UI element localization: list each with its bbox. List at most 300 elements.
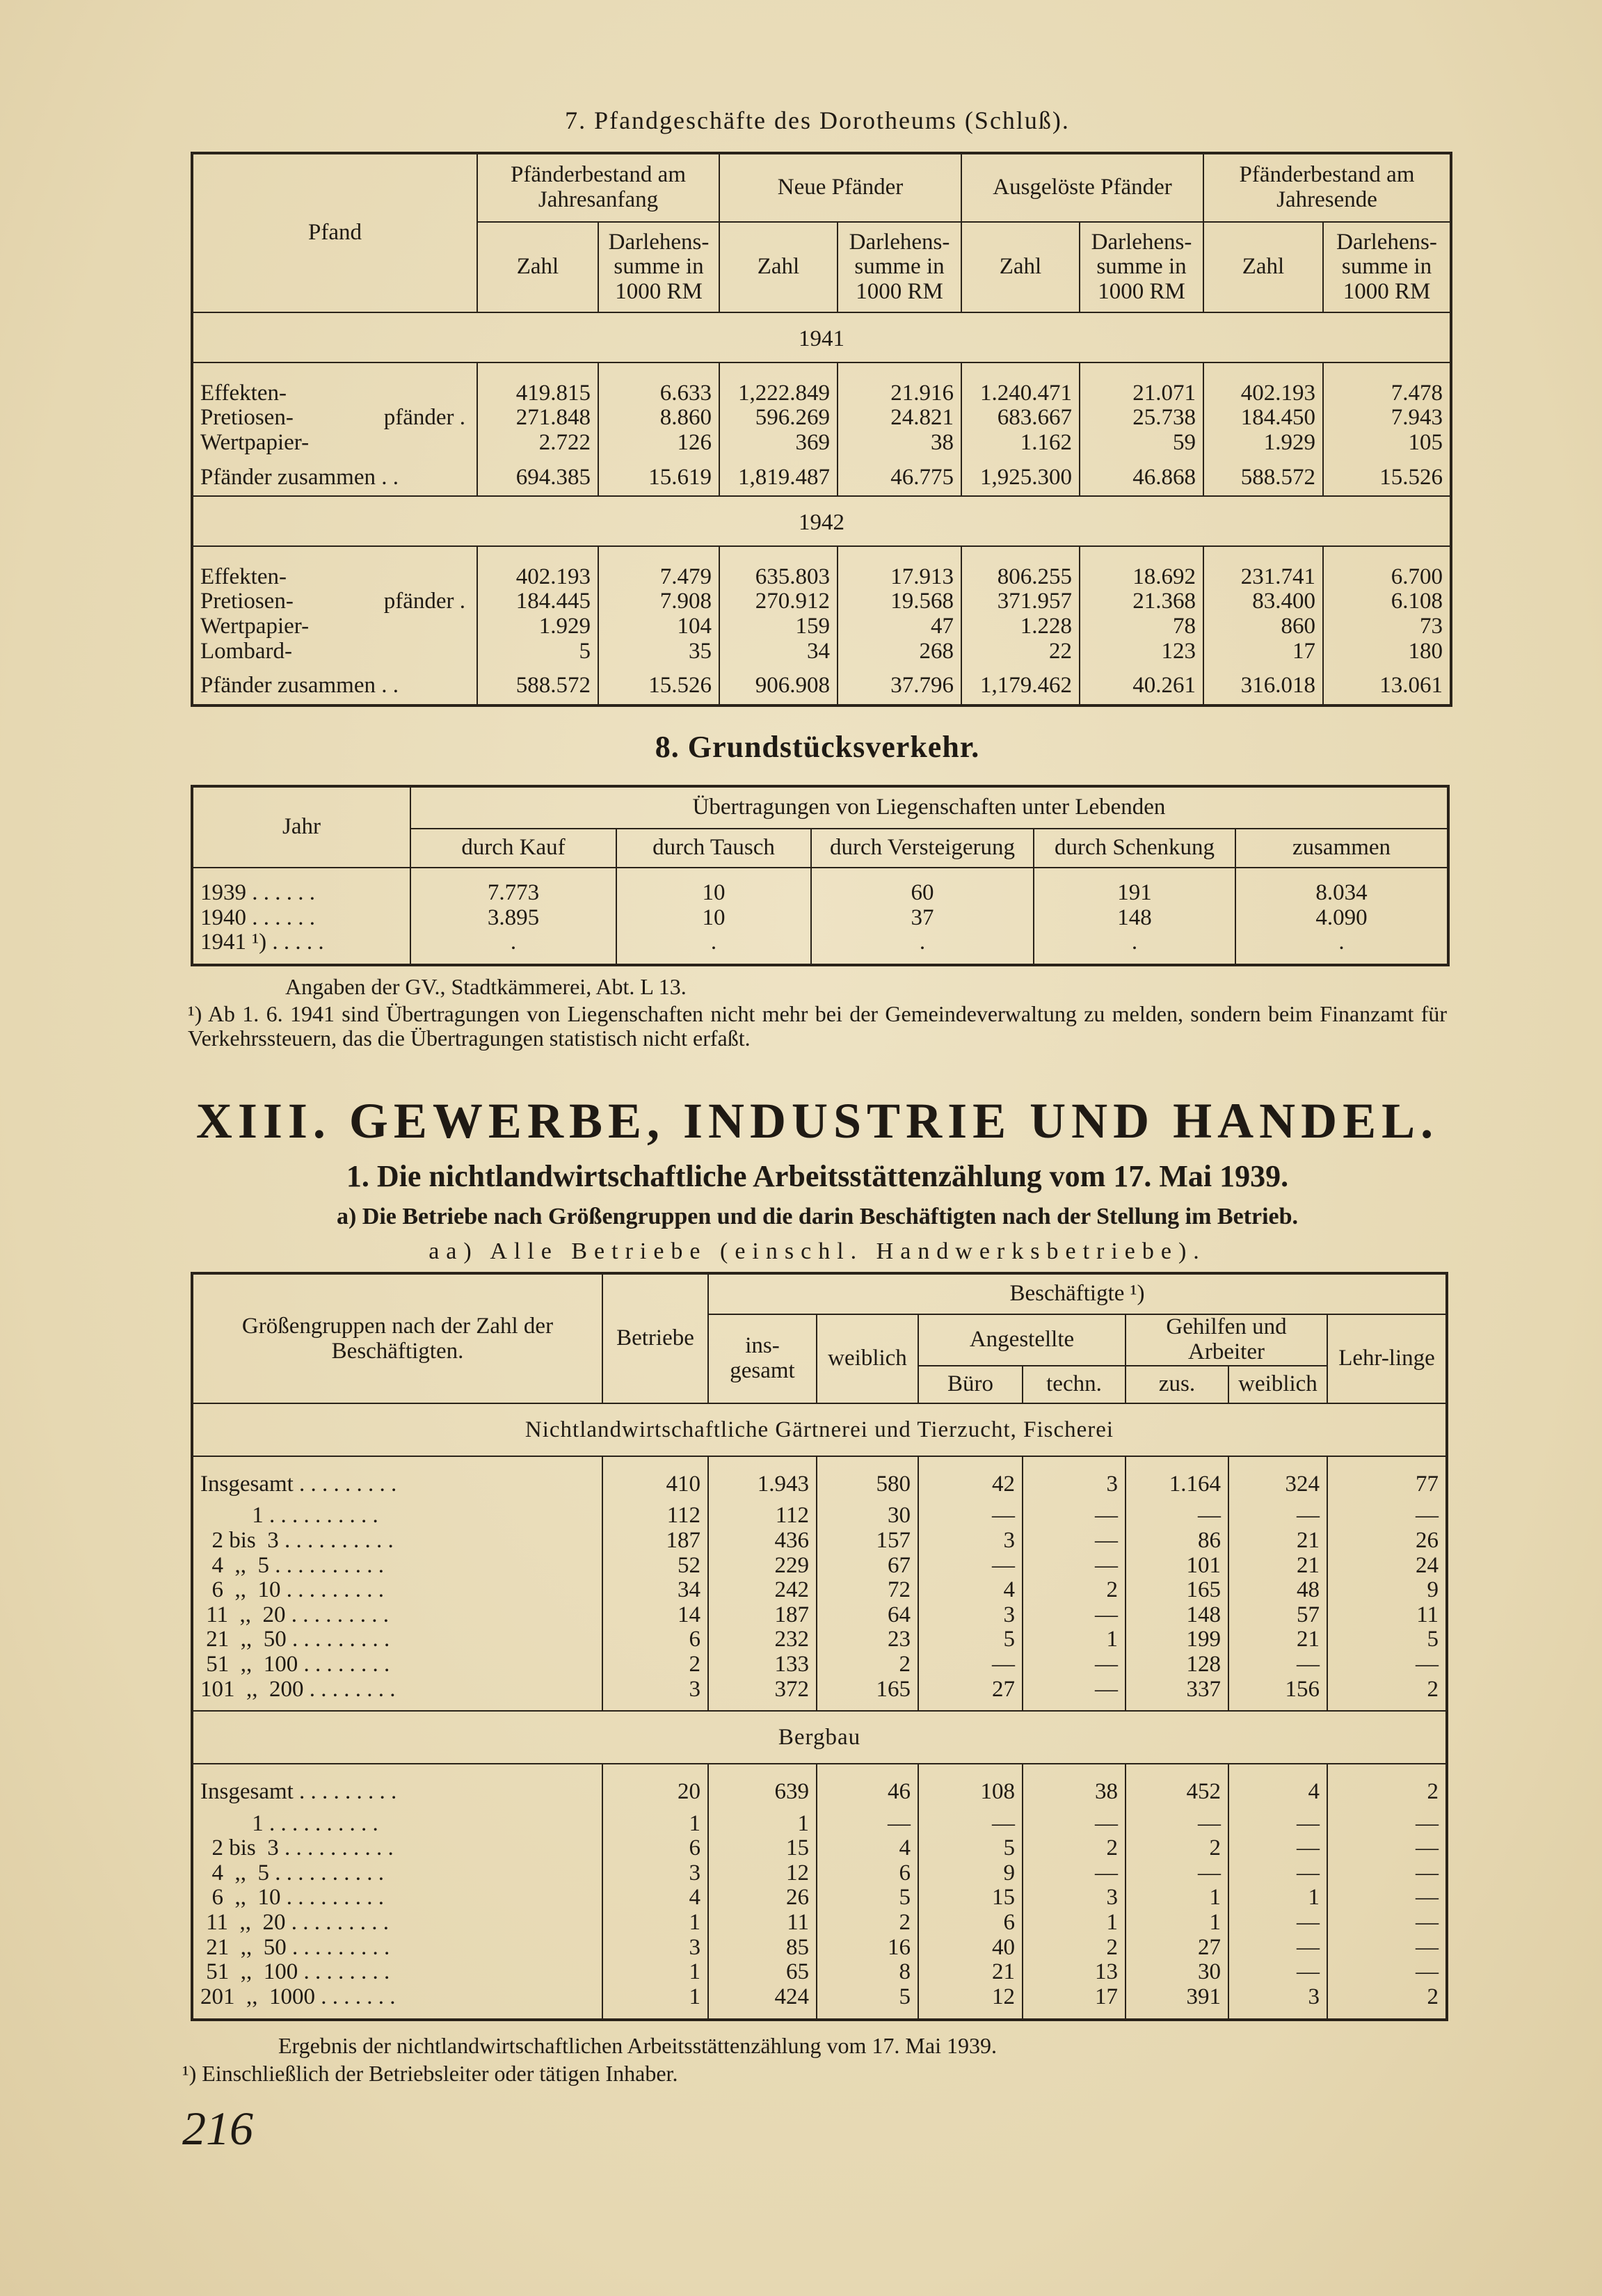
cell-value: 6 xyxy=(602,1836,708,1861)
total-value: 1,819.487 xyxy=(719,461,838,497)
cell-value: 1.240.471 xyxy=(961,362,1080,406)
cell-value: — xyxy=(817,1805,918,1837)
table2-footnote: ¹) Ab 1. 6. 1941 sind Übertragungen von Liegenschaften nicht mehr bei der Gemeindeverwaltung zu melden, sondern beim Finanzamt für Verkehrssteuern, das die Übertragungen statistisch nicht erfaßt. xyxy=(188,1001,1447,1051)
cell-value: 21.916 xyxy=(838,362,961,406)
cell-value: . xyxy=(1034,930,1235,964)
cell-value: — xyxy=(1327,1936,1445,1961)
cell-value: 2 xyxy=(1126,1836,1228,1861)
table-row xyxy=(193,1805,1445,1837)
table2-title: 8. Grundstücksverkehr. xyxy=(655,730,980,764)
cell-value: 5 xyxy=(1327,1627,1445,1652)
row-label-text: Pretiosen- xyxy=(200,405,294,431)
page-number: 216 xyxy=(182,2102,253,2155)
row-label: 51 ,, 100 . . . . . . . . xyxy=(200,1652,390,1677)
header-darlehen: Darlehens-summe in 1000 RM xyxy=(598,222,719,312)
cell-value: — xyxy=(1023,1554,1126,1579)
row-label: 1 . . . . . . . . . . xyxy=(200,1810,378,1836)
cell-value: 26 xyxy=(1327,1529,1445,1554)
row-label: 11 ,, 20 . . . . . . . . . xyxy=(200,1602,390,1627)
cell-value: 242 xyxy=(708,1578,817,1603)
cell-value: 6 xyxy=(817,1861,918,1886)
cell-value: 229 xyxy=(708,1554,817,1579)
cell-value: 402.193 xyxy=(477,546,598,590)
total-value: 588.572 xyxy=(477,669,598,704)
total-value: 639 xyxy=(708,1764,817,1805)
row-label: 11 ,, 20 . . . . . . . . . xyxy=(200,1910,390,1935)
row-label: 201 ,, 1000 . . . . . . . xyxy=(200,1984,396,2009)
cell-value: 148 xyxy=(1126,1603,1228,1628)
cell-value: 19.568 xyxy=(838,589,961,614)
total-value: 13.061 xyxy=(1323,669,1450,704)
cell-value: 683.667 xyxy=(961,406,1080,431)
cell-value: 1 xyxy=(602,1985,708,2018)
cell-value: 10 xyxy=(616,906,811,931)
total-value: 316.018 xyxy=(1203,669,1323,704)
header-uebertragungen: Übertragungen von Liegenschaften unter Lebenden xyxy=(410,788,1447,829)
cell-value: 1 xyxy=(1126,1886,1228,1911)
cell-value: 3 xyxy=(602,1861,708,1886)
cell-value: — xyxy=(1023,1861,1126,1886)
total-value: 2 xyxy=(1327,1764,1445,1805)
cell-value: 199 xyxy=(1126,1627,1228,1652)
cell-value: 8.860 xyxy=(598,406,719,431)
total-value: 20 xyxy=(602,1764,708,1805)
header-kauf: durch Kauf xyxy=(410,829,616,868)
header-versteigerung: durch Versteigerung xyxy=(811,829,1034,868)
cell-value: 37 xyxy=(811,906,1034,931)
cell-value: 10 xyxy=(616,868,811,906)
cell-value: 7.479 xyxy=(598,546,719,590)
cell-value: 15 xyxy=(708,1836,817,1861)
cell-value: — xyxy=(1327,1960,1445,1985)
cell-value: — xyxy=(1023,1677,1126,1712)
cell-value: 165 xyxy=(817,1677,918,1712)
row-label: 51 ,, 100 . . . . . . . . xyxy=(200,1959,390,1985)
cell-value: 1 xyxy=(1126,1911,1228,1936)
section-heading: Bergbau xyxy=(193,1711,1445,1764)
table-row xyxy=(193,406,1450,431)
cell-value: 635.803 xyxy=(719,546,838,590)
table-row xyxy=(193,1578,1445,1603)
table-row xyxy=(193,1911,1445,1936)
table1-title: 7. Pfandgeschäfte des Dorotheums (Schluß). xyxy=(565,106,1070,134)
cell-value: 86 xyxy=(1126,1529,1228,1554)
total-value: 46 xyxy=(817,1764,918,1805)
row-label: 1 . . . . . . . . . . xyxy=(200,1503,378,1529)
cell-value: 17.913 xyxy=(838,546,961,590)
year-heading: 1942 xyxy=(193,496,1450,546)
cell-value: 21 xyxy=(1228,1627,1327,1652)
section-sub-a: a) Die Betriebe nach Größengruppen und die darin Beschäftigten nach der Stellung im Betrieb. xyxy=(336,1204,1299,1229)
section-subtitle: 1. Die nichtlandwirtschaftliche Arbeitsstättenzählung vom 17. Mai 1939. xyxy=(346,1159,1289,1193)
cell-value: 40 xyxy=(918,1936,1023,1961)
cell-value: 402.193 xyxy=(1203,362,1323,406)
header-zahl: Zahl xyxy=(961,222,1080,312)
table-pfandgeschaefte xyxy=(193,154,1450,704)
cell-value: 8 xyxy=(817,1960,918,1985)
cell-value: 38 xyxy=(838,431,961,461)
header-zus: zus. xyxy=(1126,1366,1228,1403)
cell-value: 4 xyxy=(602,1886,708,1911)
cell-value: — xyxy=(1023,1652,1126,1677)
cell-value: 1.162 xyxy=(961,431,1080,461)
cell-value: — xyxy=(1228,1836,1327,1861)
cell-value: 48 xyxy=(1228,1578,1327,1603)
cell-value: 424 xyxy=(708,1985,817,2018)
cell-value: 3.895 xyxy=(410,906,616,931)
cell-value: 4 xyxy=(918,1578,1023,1603)
cell-value: — xyxy=(1023,1497,1126,1529)
year-label: 1939 . . . . . . xyxy=(200,880,315,905)
cell-value: — xyxy=(1023,1805,1126,1837)
row-label: 4 ,, 5 . . . . . . . . . . xyxy=(200,1860,384,1886)
cell-value: 1 xyxy=(708,1805,817,1837)
header-pfand: Pfand xyxy=(193,154,477,312)
total-value: 1,179.462 xyxy=(961,669,1080,704)
cell-value: 67 xyxy=(817,1554,918,1579)
header-gehilfen: Gehilfen und Arbeiter xyxy=(1126,1314,1327,1366)
cell-value: 5 xyxy=(918,1627,1023,1652)
cell-value: 17 xyxy=(1203,639,1323,670)
row-label: 2 bis 3 . . . . . . . . . . xyxy=(200,1835,394,1861)
table-row xyxy=(193,906,1447,931)
row-label: 21 ,, 50 . . . . . . . . . xyxy=(200,1627,390,1652)
total-row xyxy=(193,1764,1445,1805)
cell-value: 5 xyxy=(477,639,598,670)
cell-value: 860 xyxy=(1203,614,1323,639)
cell-value: 11 xyxy=(1327,1603,1445,1628)
cell-value: 26 xyxy=(708,1886,817,1911)
cell-value: 2 xyxy=(1023,1936,1126,1961)
cell-value: 6 xyxy=(918,1911,1023,1936)
cell-value: . xyxy=(616,930,811,964)
cell-value: 78 xyxy=(1080,614,1203,639)
cell-value: 7.773 xyxy=(410,868,616,906)
cell-value: 5 xyxy=(817,1886,918,1911)
row-label-text: Lombard- xyxy=(200,638,292,664)
cell-value: 419.815 xyxy=(477,362,598,406)
cell-value: 64 xyxy=(817,1603,918,1628)
cell-value: 18.692 xyxy=(1080,546,1203,590)
cell-value: — xyxy=(1126,1805,1228,1837)
cell-value: 27 xyxy=(918,1677,1023,1712)
cell-value: 25.738 xyxy=(1080,406,1203,431)
cell-value: 2 xyxy=(1327,1677,1445,1712)
total-value: 15.619 xyxy=(598,461,719,497)
total-value: 3 xyxy=(1023,1456,1126,1497)
cell-value: — xyxy=(1023,1529,1126,1554)
header-zahl: Zahl xyxy=(719,222,838,312)
row-label: 21 ,, 50 . . . . . . . . . xyxy=(200,1934,390,1960)
cell-value: 7.478 xyxy=(1323,362,1450,406)
header-tausch: durch Tausch xyxy=(616,829,811,868)
cell-value: 2 xyxy=(1023,1578,1126,1603)
cell-value: 9 xyxy=(918,1861,1023,1886)
cell-value: 3 xyxy=(918,1603,1023,1628)
cell-value: — xyxy=(1327,1652,1445,1677)
cell-value: 104 xyxy=(598,614,719,639)
cell-value: 4 xyxy=(817,1836,918,1861)
brace-suffix: pfänder . xyxy=(383,589,465,614)
table-row xyxy=(193,1554,1445,1579)
header-angestellte: Angestellte xyxy=(918,1314,1126,1366)
total-row xyxy=(193,1456,1445,1497)
header-techn: techn. xyxy=(1023,1366,1126,1403)
row-label-text: Effekten- xyxy=(200,380,287,406)
cell-value: 15 xyxy=(918,1886,1023,1911)
cell-value: 187 xyxy=(602,1529,708,1554)
total-value: 15.526 xyxy=(1323,461,1450,497)
cell-value: 59 xyxy=(1080,431,1203,461)
cell-value: 30 xyxy=(817,1497,918,1529)
cell-value: — xyxy=(1228,1936,1327,1961)
year-heading: 1941 xyxy=(193,312,1450,362)
header-darlehen: Darlehens-summe in 1000 RM xyxy=(1080,222,1203,312)
cell-value: 165 xyxy=(1126,1578,1228,1603)
header-darlehen: Darlehens-summe in 1000 RM xyxy=(1323,222,1450,312)
cell-value: 24.821 xyxy=(838,406,961,431)
table-row xyxy=(193,1652,1445,1677)
year-label: 1940 . . . . . . xyxy=(200,904,315,930)
header-group-ende: Pfänderbestand am Jahresende xyxy=(1203,154,1450,222)
total-value: 15.526 xyxy=(598,669,719,704)
row-label xyxy=(193,406,477,431)
total-value: 1.164 xyxy=(1126,1456,1228,1497)
cell-value: 12 xyxy=(918,1985,1023,2018)
total-value: 588.572 xyxy=(1203,461,1323,497)
table-row xyxy=(193,1861,1445,1886)
table-row xyxy=(193,1836,1445,1861)
cell-value: 232 xyxy=(708,1627,817,1652)
cell-value: — xyxy=(1327,1836,1445,1861)
cell-value: 187 xyxy=(708,1603,817,1628)
cell-value: 12 xyxy=(708,1861,817,1886)
table-row xyxy=(193,614,1450,639)
cell-value: 184.445 xyxy=(477,589,598,614)
cell-value: 2 xyxy=(1023,1836,1126,1861)
row-label-text: Pretiosen- xyxy=(200,589,294,614)
table-row xyxy=(193,1497,1445,1529)
cell-value: 105 xyxy=(1323,431,1450,461)
cell-value: — xyxy=(1228,1805,1327,1837)
cell-value: 1.929 xyxy=(1203,431,1323,461)
table-row xyxy=(193,589,1450,614)
cell-value: 21 xyxy=(1228,1529,1327,1554)
cell-value: — xyxy=(1327,1861,1445,1886)
cell-value: — xyxy=(1228,1861,1327,1886)
cell-value: 35 xyxy=(598,639,719,670)
cell-value: 180 xyxy=(1323,639,1450,670)
total-value: 580 xyxy=(817,1456,918,1497)
cell-value: 3 xyxy=(1228,1985,1327,2018)
cell-value: 1.228 xyxy=(961,614,1080,639)
cell-value: 1 xyxy=(1023,1627,1126,1652)
cell-value: 123 xyxy=(1080,639,1203,670)
total-value: 77 xyxy=(1327,1456,1445,1497)
cell-value: 112 xyxy=(602,1497,708,1529)
table-row xyxy=(193,868,1447,906)
cell-value: 191 xyxy=(1034,868,1235,906)
row-label xyxy=(193,362,477,406)
cell-value: — xyxy=(918,1652,1023,1677)
cell-value: — xyxy=(1228,1911,1327,1936)
cell-value: 2.722 xyxy=(477,431,598,461)
cell-value: 1 xyxy=(602,1911,708,1936)
row-label: 6 ,, 10 . . . . . . . . . xyxy=(200,1885,384,1911)
cell-value: 65 xyxy=(708,1960,817,1985)
header-beschaeftigte: Beschäftigte ¹) xyxy=(708,1275,1445,1314)
total-value: 40.261 xyxy=(1080,669,1203,704)
cell-value: 3 xyxy=(1023,1886,1126,1911)
cell-value: — xyxy=(1327,1805,1445,1837)
total-row xyxy=(193,461,1450,497)
cell-value: — xyxy=(1126,1861,1228,1886)
cell-value: 128 xyxy=(1126,1652,1228,1677)
cell-value: 1,222.849 xyxy=(719,362,838,406)
total-value: 410 xyxy=(602,1456,708,1497)
cell-value: . xyxy=(811,930,1034,964)
cell-value: 1 xyxy=(1023,1911,1126,1936)
cell-value: 231.741 xyxy=(1203,546,1323,590)
header-weiblich2: weiblich xyxy=(1228,1366,1327,1403)
header-zusammen: zusammen xyxy=(1235,829,1447,868)
cell-value: 16 xyxy=(817,1936,918,1961)
total-value: 46.868 xyxy=(1080,461,1203,497)
header-insgesamt: ins-gesamt xyxy=(708,1314,817,1403)
cell-value: — xyxy=(1228,1652,1327,1677)
cell-value: 337 xyxy=(1126,1677,1228,1712)
row-label xyxy=(193,639,477,670)
cell-value: 4.090 xyxy=(1235,906,1447,931)
cell-value: 21 xyxy=(1228,1554,1327,1579)
cell-value: 157 xyxy=(817,1529,918,1554)
table-row xyxy=(193,431,1450,461)
cell-value: 14 xyxy=(602,1603,708,1628)
cell-value: 1 xyxy=(602,1960,708,1985)
cell-value: 436 xyxy=(708,1529,817,1554)
cell-value: 27 xyxy=(1126,1936,1228,1961)
cell-value: 1 xyxy=(602,1805,708,1837)
cell-value: 1 xyxy=(1228,1886,1327,1911)
cell-value: 806.255 xyxy=(961,546,1080,590)
total-row xyxy=(193,669,1450,704)
table3-source: Ergebnis der nichtlandwirtschaftlichen Arbeitsstättenzählung vom 17. Mai 1939. xyxy=(278,2033,997,2058)
header-group-anfang: Pfänderbestand am Jahresanfang xyxy=(477,154,719,222)
cell-value: — xyxy=(1327,1911,1445,1936)
cell-value: 6.108 xyxy=(1323,589,1450,614)
row-label-text: Effekten- xyxy=(200,564,287,589)
cell-value: 5 xyxy=(918,1836,1023,1861)
table-row xyxy=(193,1985,1445,2018)
total-value: 1,925.300 xyxy=(961,461,1080,497)
total-value: 37.796 xyxy=(838,669,961,704)
header-darlehen: Darlehens-summe in 1000 RM xyxy=(838,222,961,312)
cell-value: 369 xyxy=(719,431,838,461)
cell-value: 21.368 xyxy=(1080,589,1203,614)
brace-suffix: pfänder . xyxy=(383,405,465,431)
cell-value: 52 xyxy=(602,1554,708,1579)
total-value: 452 xyxy=(1126,1764,1228,1805)
cell-value: 391 xyxy=(1126,1985,1228,2018)
cell-value: 21 xyxy=(918,1960,1023,1985)
cell-value: 2 xyxy=(817,1911,918,1936)
cell-value: 6 xyxy=(602,1627,708,1652)
table-row xyxy=(193,930,1447,964)
cell-value: 60 xyxy=(811,868,1034,906)
cell-value: 7.908 xyxy=(598,589,719,614)
cell-value: 372 xyxy=(708,1677,817,1712)
cell-value: 47 xyxy=(838,614,961,639)
header-zahl: Zahl xyxy=(1203,222,1323,312)
cell-value: — xyxy=(1228,1960,1327,1985)
cell-value: 3 xyxy=(602,1936,708,1961)
total-label: Insgesamt . . . . . . . . . xyxy=(200,1471,397,1497)
header-zahl: Zahl xyxy=(477,222,598,312)
header-groessengruppen: Größengruppen nach der Zahl der Beschäftigten. xyxy=(193,1275,602,1403)
cell-value: . xyxy=(1235,930,1447,964)
cell-value: . xyxy=(410,930,616,964)
cell-value: 133 xyxy=(708,1652,817,1677)
cell-value: 159 xyxy=(719,614,838,639)
section-title: XIII. GEWERBE, INDUSTRIE UND HANDEL. xyxy=(195,1093,1439,1149)
row-label xyxy=(193,614,477,639)
cell-value: 2 xyxy=(817,1652,918,1677)
section-sub-aa: aa) Alle Betriebe (einschl. Handwerksbetriebe). xyxy=(428,1238,1206,1264)
cell-value: 148 xyxy=(1034,906,1235,931)
cell-value: 270.912 xyxy=(719,589,838,614)
cell-value: 126 xyxy=(598,431,719,461)
cell-value: 596.269 xyxy=(719,406,838,431)
header-group-ausgeloest: Ausgelöste Pfänder xyxy=(961,154,1203,222)
cell-value: 73 xyxy=(1323,614,1450,639)
table-row xyxy=(193,362,1450,406)
cell-value: 9 xyxy=(1327,1578,1445,1603)
cell-value: 21.071 xyxy=(1080,362,1203,406)
total-label: Pfänder zusammen . . xyxy=(200,464,399,490)
cell-value: 22 xyxy=(961,639,1080,670)
cell-value: 30 xyxy=(1126,1960,1228,1985)
cell-value: 6.700 xyxy=(1323,546,1450,590)
cell-value: 5 xyxy=(817,1985,918,2018)
cell-value: 2 xyxy=(1327,1985,1445,2018)
cell-value: 371.957 xyxy=(961,589,1080,614)
cell-value: 3 xyxy=(918,1529,1023,1554)
cell-value: — xyxy=(918,1554,1023,1579)
table-row xyxy=(193,1960,1445,1985)
cell-value: 85 xyxy=(708,1936,817,1961)
cell-value: 101 xyxy=(1126,1554,1228,1579)
cell-value: 34 xyxy=(719,639,838,670)
row-label: 101 ,, 200 . . . . . . . . xyxy=(200,1676,396,1702)
header-schenkung: durch Schenkung xyxy=(1034,829,1235,868)
table-row xyxy=(193,1886,1445,1911)
total-value: 108 xyxy=(918,1764,1023,1805)
cell-value: 24 xyxy=(1327,1554,1445,1579)
total-label: Insgesamt . . . . . . . . . xyxy=(200,1778,397,1804)
table-row xyxy=(193,1529,1445,1554)
cell-value: 13 xyxy=(1023,1960,1126,1985)
total-value: 324 xyxy=(1228,1456,1327,1497)
cell-value: 3 xyxy=(602,1677,708,1712)
cell-value: 11 xyxy=(708,1911,817,1936)
total-value: 906.908 xyxy=(719,669,838,704)
table3-footnote: ¹) Einschließlich der Betriebsleiter oder tätigen Inhaber. xyxy=(182,2061,678,2086)
cell-value: — xyxy=(1327,1886,1445,1911)
cell-value: 83.400 xyxy=(1203,589,1323,614)
row-label-text: Wertpapier- xyxy=(200,429,310,455)
cell-value: — xyxy=(1023,1603,1126,1628)
header-betriebe: Betriebe xyxy=(602,1275,708,1403)
